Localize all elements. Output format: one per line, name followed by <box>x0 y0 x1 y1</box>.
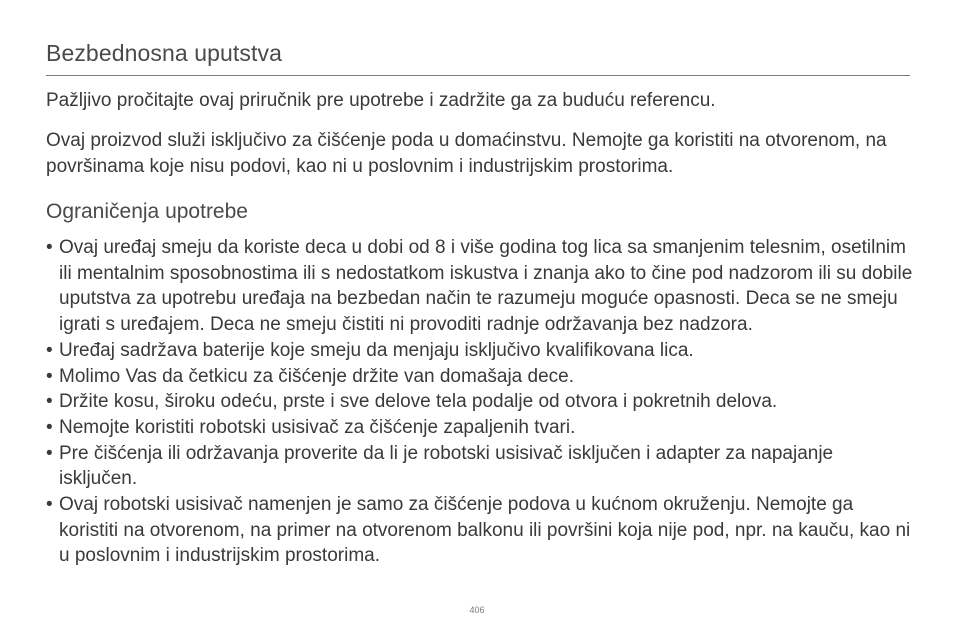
bullet-marker: • <box>46 365 53 387</box>
list-item-text: Ovaj uređaj smeju da koriste deca u dobi od 8 i više godina tog lica sa smanjenim telesnim, osetilnim ili mentalnim sposobnostima ili s nedostatkom iskustva i znanja ako to čine pod nadzorom ili su dobile uputstva za upotrebu uređaja na bezbedan način te razumeju moguće opasnosti. Deca se ne smeju igrati s uređajem. Deca ne smeju čistiti ni provoditi radnje održavanja bez nadzora. <box>59 237 913 336</box>
list-item <box>46 492 916 569</box>
title-divider <box>46 75 910 76</box>
bullet-marker: • <box>46 494 53 516</box>
list-item-text: Molimo Vas da četkicu za čišćenje držite van domašaja dece. <box>59 365 575 387</box>
bullet-marker: • <box>46 442 53 464</box>
bullet-marker: • <box>46 416 53 438</box>
intro-paragraph: Pažljivo pročitajte ovaj priručnik pre upotrebe i zadržite ga za buduću referencu. <box>46 90 716 111</box>
purpose-paragraph: Ovaj proizvod služi isključivo za čišćenje poda u domaćinstvu. Nemojte ga koristiti na otvorenom, na površinama koje nisu podovi, kao ni u poslovnim i industrijskim prostorima. <box>46 130 887 177</box>
list-item-text: Pre čišćenja ili održavanja proverite da li je robotski usisivač isključen i adapter za napajanje isključen. <box>59 442 834 490</box>
list-item <box>46 338 916 364</box>
page-title: Bezbednosna uputstva <box>46 40 283 66</box>
list-item-text: Uređaj sadržava baterije koje smeju da menjaju isključivo kvalifikovana lica. <box>59 339 694 361</box>
list-item <box>46 364 916 390</box>
section-title: Ograničenja upotrebe <box>46 200 248 223</box>
list-item-text: Držite kosu, široku odeću, prste i sve delove tela podalje od otvora i pokretnih delova. <box>59 391 778 413</box>
bullet-marker: • <box>46 391 53 413</box>
list-item <box>46 415 916 441</box>
list-item-text: Nemojte koristiti robotski usisivač za čišćenje zapaljenih tvari. <box>59 416 576 438</box>
page-number: 406 <box>469 605 485 615</box>
restrictions-list <box>46 235 916 569</box>
document-page <box>46 0 913 636</box>
list-item-text: Ovaj robotski usisivač namenjen je samo za čišćenje podova u kućnom okruženju. Nemojte ga koristiti na otvorenom, na primer na otvorenom balkonu ili površini koja nije pod, npr. na kauču, kao ni u poslovnim i industrijskim prostorima. <box>59 494 911 567</box>
list-item <box>46 235 916 338</box>
list-item <box>46 441 916 492</box>
bullet-marker: • <box>46 237 53 258</box>
bullet-marker: • <box>46 339 53 361</box>
list-item <box>46 389 916 415</box>
